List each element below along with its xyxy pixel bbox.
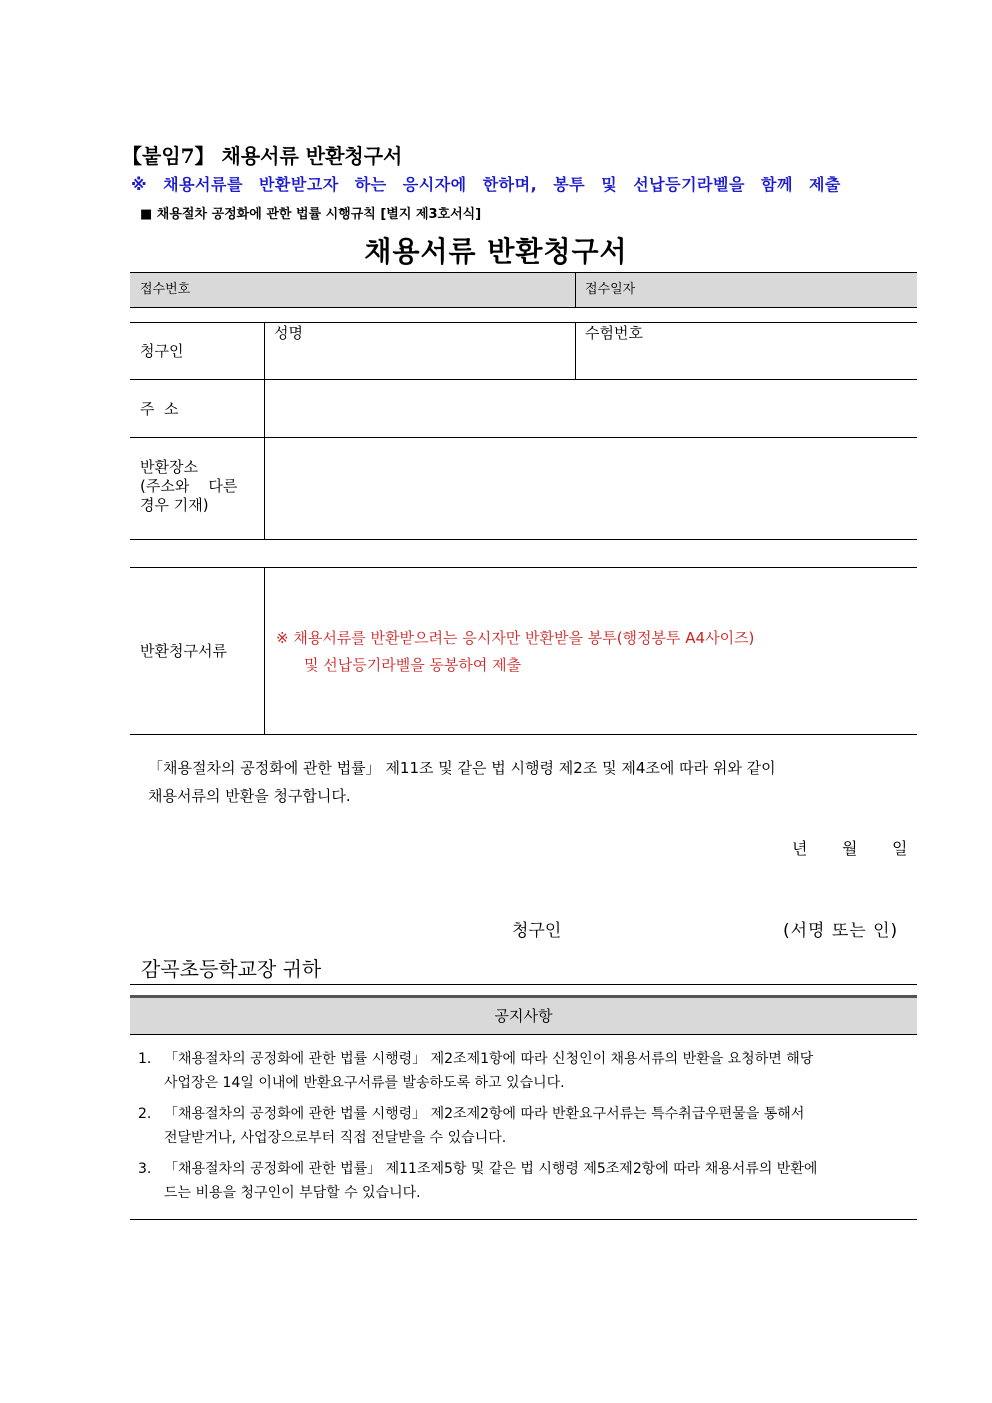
submission-notice: ※ 채용서류를 반환받고자 하는 응시자에 한하며, 봉투 및 선납등기라벨을 함께 제출 <box>131 175 841 194</box>
documents-top-border <box>130 567 917 568</box>
notice-item <box>138 1102 908 1150</box>
label-column-divider <box>264 322 265 539</box>
notice-item-line1: 「채용절차의 공정화에 관한 법률 시행령」 제2조제2항에 따라 반환요구서류는 특수취급우편물을 통해서 <box>164 1106 805 1122</box>
date-month: 월 <box>842 839 858 858</box>
address-label: 주 소 <box>140 400 179 418</box>
name-exam-divider <box>575 322 576 379</box>
form-reference: ■ 채용절차 공정화에 관한 법률 시행규칙 [별지 제3호서식] <box>140 207 482 222</box>
documents-bottom-border <box>130 734 917 735</box>
notice-bottom-border <box>130 1219 917 1220</box>
row-divider <box>130 437 917 438</box>
notice-item-line2: 드는 비용을 청구인이 부담할 수 있습니다. <box>164 1185 421 1201</box>
return-place-label-line2: (주소와 다른 <box>140 477 238 495</box>
documents-column-divider <box>264 567 265 734</box>
notice-item <box>138 1157 908 1205</box>
return-place-label <box>140 458 258 515</box>
table-top-border <box>130 322 917 323</box>
return-place-label-line1: 반환장소 <box>140 458 198 476</box>
claimant-label: 청구인 <box>140 342 184 360</box>
documents-note-line1: ※ 채용서류를 반환받으려는 응시자만 반환받을 봉투(행정봉투 A4사이즈) <box>276 629 755 647</box>
exam-number-field[interactable] <box>700 345 900 369</box>
name-label: 성명 <box>274 324 303 342</box>
date-year: 년 <box>792 839 808 858</box>
documents-label: 반환청구서류 <box>140 642 227 660</box>
form-title: 채용서류 반환청구서 <box>364 235 628 268</box>
attachment-title: 【붙임7】 채용서류 반환청구서 <box>122 144 403 168</box>
address-field[interactable] <box>270 384 910 432</box>
return-place-field[interactable] <box>270 442 910 534</box>
signature-sign-label: (서명 또는 인) <box>783 921 899 941</box>
documents-note-line2: 및 선납등기라벨을 동봉하여 제출 <box>304 656 522 674</box>
notice-item <box>138 1047 908 1095</box>
recipient-underline <box>130 984 917 985</box>
notice-item-number: 1. <box>138 1051 152 1067</box>
declaration-line2: 채용서류의 반환을 청구합니다. <box>148 787 351 805</box>
date-day: 일 <box>892 839 908 858</box>
receipt-divider <box>575 273 576 307</box>
notice-item-line1: 「채용절차의 공정화에 관한 법률」 제11조제5항 및 같은 법 시행령 제5조제2항에 따라 채용서류의 반환에 <box>164 1161 818 1177</box>
table-bottom-border <box>130 539 917 540</box>
notice-item-line1: 「채용절차의 공정화에 관한 법률 시행령」 제2조제1항에 따라 신청인이 채용서류의 반환을 요청하면 해당 <box>164 1051 814 1067</box>
notice-item-line2: 전달받거나, 사업장으로부터 직접 전달받을 수 있습니다. <box>164 1130 507 1146</box>
notice-item-number: 3. <box>138 1161 152 1177</box>
notice-item-number: 2. <box>138 1106 152 1122</box>
recipient: 감곡초등학교장 귀하 <box>141 957 322 981</box>
receipt-date-label: 접수일자 <box>585 282 636 297</box>
signature-claimant-label: 청구인 <box>512 921 562 941</box>
row-divider <box>130 379 917 380</box>
exam-number-label: 수험번호 <box>585 324 643 342</box>
notice-header: 공지사항 <box>130 995 917 1035</box>
declaration-line1: 「채용절차의 공정화에 관한 법률」 제11조 및 같은 법 시행령 제2조 및 제4조에 따라 위와 같이 <box>148 759 776 777</box>
notice-item-line2: 사업장은 14일 이내에 반환요구서류를 발송하도록 하고 있습니다. <box>164 1075 565 1091</box>
receipt-row <box>130 272 917 308</box>
return-place-label-line3: 경우 기재) <box>140 496 209 514</box>
receipt-number-label: 접수번호 <box>140 282 191 297</box>
name-field[interactable] <box>380 345 560 369</box>
